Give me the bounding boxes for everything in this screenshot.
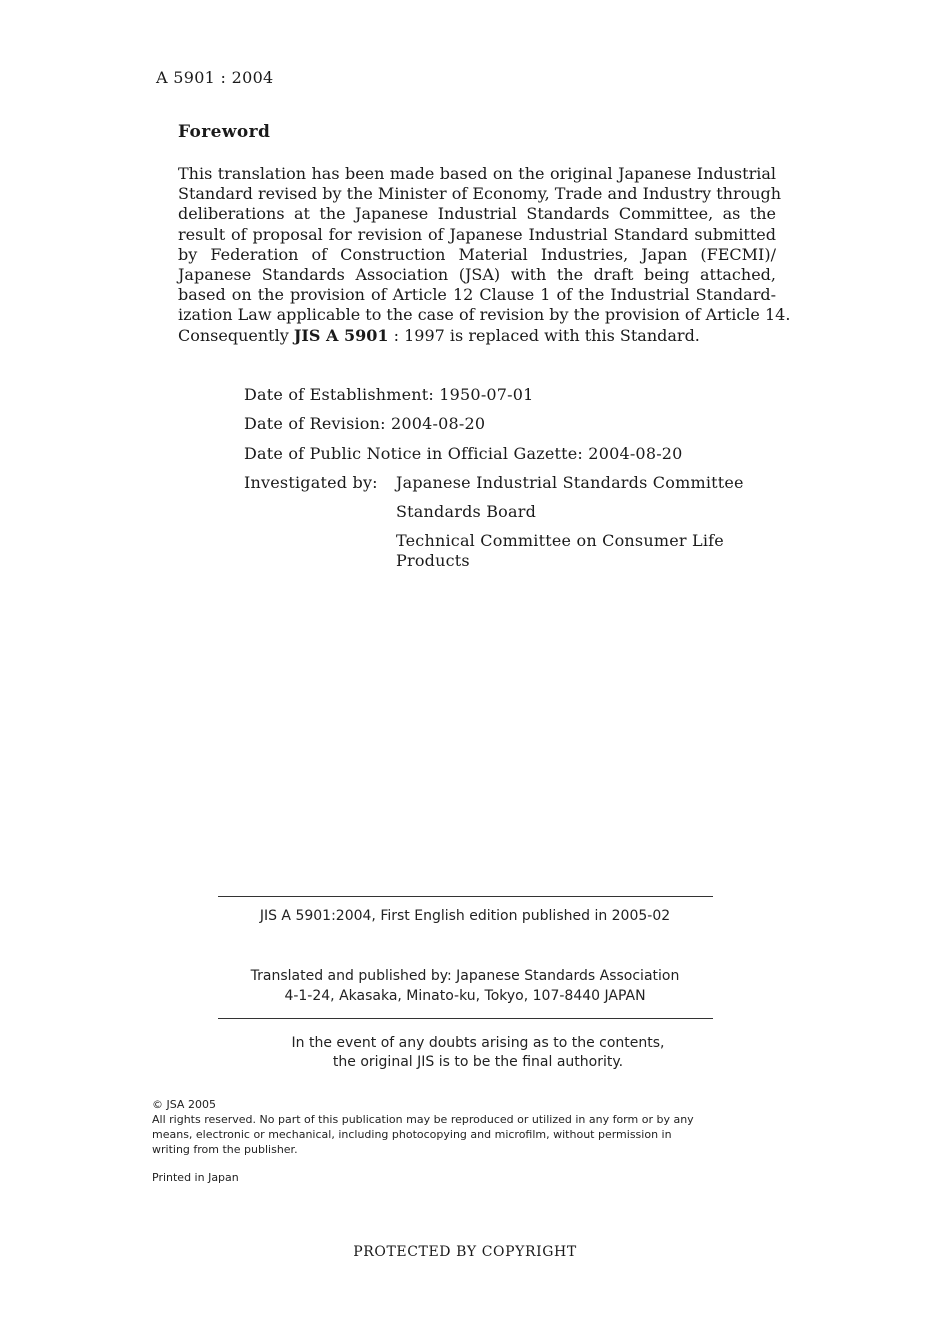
paragraph-line: Standard revised by the Minister of Economy, Trade and Industry through: [178, 184, 782, 204]
document-code: A 5901 : 2004: [156, 68, 274, 87]
divider-top: [218, 896, 713, 897]
authority-notice-line-2: the original JIS is to be the final authority.: [332, 1054, 624, 1070]
printed-in: Printed in Japan: [152, 1171, 239, 1184]
rights-line-1: All rights reserved. No part of this publication may be reproduced or utilized in any form or by any: [152, 1113, 694, 1126]
investigated-label: Investigated by:: [244, 473, 378, 492]
paragraph-line: ization Law applicable to the case of revision by the provision of Article 14.: [178, 305, 791, 325]
rights-line-3: writing from the publisher.: [152, 1143, 298, 1156]
investigated-by-technical: Technical Committee on Consumer Life: [396, 531, 724, 550]
edition-info: JIS A 5901:2004, First English edition published in 2005-02: [259, 908, 671, 924]
divider-bottom: [218, 1018, 713, 1019]
rights-line-2: means, electronic or mechanical, including photocopying and microfilm, without permission in: [152, 1128, 672, 1141]
paragraph-line: This translation has been made based on the original Japanese Industrial: [178, 164, 776, 183]
investigated-by-products: Products: [396, 551, 470, 570]
paragraph-line: result of proposal for revision of Japanese Industrial Standard submitted: [178, 224, 776, 244]
section-title: Foreword: [178, 122, 271, 142]
investigated-by-committee: Japanese Industrial Standards Committee: [396, 473, 744, 492]
paragraph-line: based on the provision of Article 12 Clause 1 of the Industrial Standard-: [178, 285, 776, 305]
paragraph-last-line: [178, 326, 776, 346]
publisher-address: 4-1-24, Akasaka, Minato-ku, Tokyo, 107-8440 JAPAN: [284, 988, 646, 1004]
authority-notice: [216, 1034, 740, 1072]
publisher-info: [216, 966, 714, 1006]
paragraph-line: by Federation of Construction Material Industries, Japan (FECMI)/: [178, 244, 776, 264]
last-line-prefix: Consequently: [178, 325, 294, 345]
copyright-notice: © JSA 2005: [152, 1098, 216, 1111]
paragraph-line: deliberations at the Japanese Industrial Standards Committee, as the: [178, 204, 776, 224]
date-public-notice: Date of Public Notice in Official Gazette: 2004-08-20: [244, 444, 683, 463]
authority-notice-line-1: In the event of any doubts arising as to the contents,: [291, 1035, 665, 1051]
last-line-suffix: : 1997 is replaced with this Standard.: [388, 325, 700, 345]
translated-by: Translated and published by: Japanese Standards Association: [250, 968, 680, 984]
page-footer: PROTECTED BY COPYRIGHT: [353, 1244, 577, 1260]
date-establishment: Date of Establishment: 1950-07-01: [244, 385, 534, 404]
investigated-by-board: Standards Board: [396, 502, 537, 521]
standard-reference: JIS A 5901: [293, 325, 389, 345]
foreword-paragraph: [178, 164, 791, 346]
paragraph-line: Japanese Standards Association (JSA) with the draft being attached,: [178, 265, 776, 285]
date-revision: Date of Revision: 2004-08-20: [244, 414, 486, 433]
copyright-block: [152, 1097, 774, 1157]
